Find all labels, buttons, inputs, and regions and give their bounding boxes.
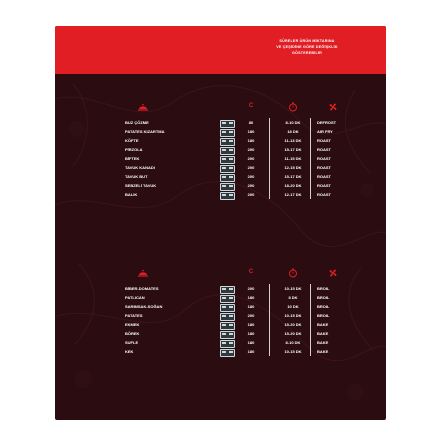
food-name: BUZ ÇÖZME xyxy=(125,120,149,125)
temperature-value: 80 xyxy=(248,120,254,125)
food-name: SUFLE xyxy=(125,340,139,345)
disclaimer-line-1: SÜRELER ÜRÜN MİKTARINA xyxy=(279,39,335,43)
time-value: 8-10 DK xyxy=(285,120,301,125)
time-value: 8-10 DK xyxy=(285,340,301,345)
cooking-guide-card xyxy=(55,26,386,420)
disclaimer-note xyxy=(242,38,372,56)
table-row xyxy=(55,190,386,199)
food-name: PATATES xyxy=(125,313,143,318)
mode-value: ROAST xyxy=(317,156,331,161)
mode-value: BROIL xyxy=(317,313,330,318)
dish-cloche-icon xyxy=(137,268,149,278)
time-value: 15-20 DK xyxy=(284,331,302,336)
time-value: 18 DK xyxy=(287,129,299,134)
time-value: 10-15 DK xyxy=(284,286,302,291)
food-name: KEK xyxy=(125,349,134,354)
food-name: BÖREK xyxy=(125,331,140,336)
time-value: 10-15 DK xyxy=(284,313,302,318)
temperature-value: 200 xyxy=(247,313,255,318)
temperature-value: 180 xyxy=(247,129,255,134)
mode-value: BAKE xyxy=(317,349,329,354)
food-name: SARIMSAK-SOĞAN xyxy=(125,304,163,309)
time-value: 10-15 DK xyxy=(284,349,302,354)
food-name: BALIK xyxy=(125,192,138,197)
mode-value: ROAST xyxy=(317,165,331,170)
food-name: PİRZOLA xyxy=(125,147,143,152)
food-name: TAVUK KANADI xyxy=(125,165,155,170)
food-name: KÖFTE xyxy=(125,138,139,143)
mode-value: AIR FRY xyxy=(317,129,333,134)
temperature-value: 180 xyxy=(247,322,255,327)
time-value: 10 DK xyxy=(287,304,299,309)
mode-value: BROIL xyxy=(317,295,330,300)
table-row xyxy=(55,181,386,190)
table-row xyxy=(55,347,386,356)
temperature-value: 180 xyxy=(247,138,255,143)
time-value: 18-20 DK xyxy=(284,183,302,188)
dish-cloche-icon xyxy=(137,102,149,112)
time-value: 12-15 DK xyxy=(284,165,302,170)
mode-value: DEFROST xyxy=(317,120,337,125)
table-row xyxy=(55,136,386,145)
time-value: 11-15 DK xyxy=(284,156,302,161)
celsius-icon: C xyxy=(248,103,254,109)
top-banner xyxy=(55,26,386,74)
temperature-value: 200 xyxy=(247,147,255,152)
time-value: 15-17 DK xyxy=(284,147,302,152)
section-1-header-icons xyxy=(55,101,386,117)
food-name: SEBZELİ TAVUK xyxy=(125,183,157,188)
section-2-header-icons xyxy=(55,267,386,283)
fan-icon xyxy=(328,268,338,278)
table-row xyxy=(55,338,386,347)
temperature-value: 180 xyxy=(247,331,255,336)
rack-icon xyxy=(220,349,235,357)
mode-value: BAKE xyxy=(317,340,329,345)
mode-value: ROAST xyxy=(317,192,331,197)
table-row xyxy=(55,293,386,302)
temperature-value: 200 xyxy=(247,192,255,197)
time-value: 15-20 DK xyxy=(284,322,302,327)
table-row xyxy=(55,127,386,136)
mode-value: BROIL xyxy=(317,304,330,309)
celsius-icon: C xyxy=(248,269,254,275)
mode-value: BAKE xyxy=(317,322,329,327)
temperature-value: 200 xyxy=(247,174,255,179)
temperature-value: 200 xyxy=(247,183,255,188)
temperature-value: 180 xyxy=(247,295,255,300)
table-row xyxy=(55,172,386,181)
table-row xyxy=(55,154,386,163)
food-name: PATLICAN xyxy=(125,295,145,300)
table-row xyxy=(55,145,386,154)
rack-icon xyxy=(220,192,235,200)
time-value: 15-17 DK xyxy=(284,174,302,179)
food-name: TAVUK BUT xyxy=(125,174,148,179)
food-name: BİBER-DOMATES xyxy=(125,286,159,291)
table-row xyxy=(55,302,386,311)
temperature-value: 200 xyxy=(247,156,255,161)
temperature-value: 200 xyxy=(247,286,255,291)
time-value: 12-17 DK xyxy=(284,192,302,197)
disclaimer-line-2: VE ÇEŞİDİNE GÖRE DEĞİŞKLİK xyxy=(276,45,338,49)
temperature-value: 180 xyxy=(247,349,255,354)
table-row xyxy=(55,163,386,172)
food-name: EKMEK xyxy=(125,322,140,327)
mode-value: ROAST xyxy=(317,138,331,143)
temperature-value: 200 xyxy=(247,165,255,170)
table-row xyxy=(55,320,386,329)
table-row xyxy=(55,118,386,127)
timer-icon xyxy=(288,268,298,278)
temperature-value: 180 xyxy=(247,304,255,309)
time-value: 11-13 DK xyxy=(284,138,302,143)
food-name: PATATES KIZARTMA xyxy=(125,129,165,134)
food-name: BİFTEK xyxy=(125,156,140,161)
temperature-value: 180 xyxy=(247,340,255,345)
table-row xyxy=(55,311,386,320)
time-value: 8 DK xyxy=(288,295,298,300)
mode-value: BAKE xyxy=(317,331,329,336)
disclaimer-line-3: GÖSTEREBİLİR xyxy=(291,51,323,55)
mode-value: ROAST xyxy=(317,147,331,152)
timer-icon xyxy=(288,102,298,112)
mode-value: ROAST xyxy=(317,183,331,188)
mode-value: ROAST xyxy=(317,174,331,179)
table-row xyxy=(55,329,386,338)
fan-icon xyxy=(328,102,338,112)
table-row xyxy=(55,284,386,293)
mode-value: BROIL xyxy=(317,286,330,291)
